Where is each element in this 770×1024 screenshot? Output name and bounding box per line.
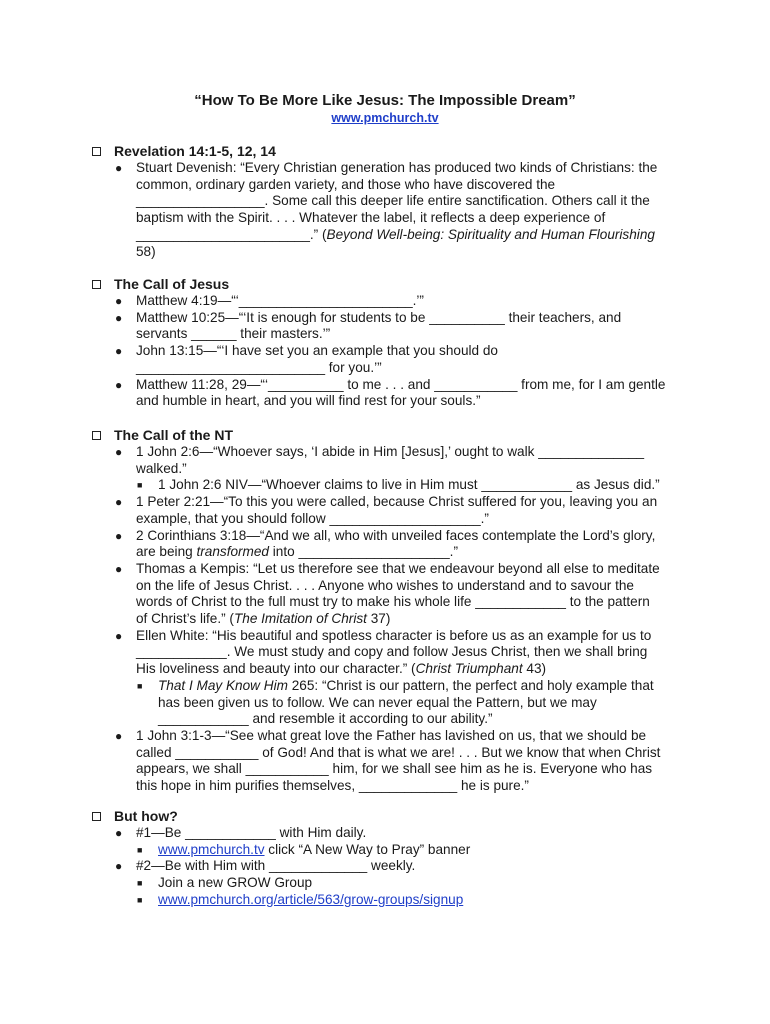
list-item-line: words of Christ to the full must try to make his whole life ____________ to the pattern	[136, 594, 650, 610]
text-run: of Christ’s life.” (	[136, 611, 234, 627]
list-item-line: 1 John 3:1-3—“See what great love the Father has lavished on us, that we should be	[136, 727, 647, 743]
text-run: 37)	[366, 611, 391, 627]
list-item-line: and humble in heart, and you will find rest for your souls.”	[136, 393, 481, 409]
website-link-wrapper	[0, 111, 770, 125]
text-run: 43)	[522, 661, 547, 677]
list-item-line: #2—Be with Him with _____________ weekly.	[136, 858, 416, 874]
text-run: 265: “Christ is our pattern, the perfect and holy example that	[287, 677, 654, 693]
list-item	[92, 528, 692, 561]
checkbox-icon	[92, 812, 101, 821]
list-item	[92, 377, 692, 410]
checkbox-icon	[92, 431, 101, 440]
list-item-line	[136, 544, 692, 561]
list-item-line: has been given us to follow. We can never equal the Pattern, but we may	[158, 694, 597, 710]
bullet-list	[92, 293, 692, 410]
text-run: His loveliness and beauty into our character.” (	[136, 661, 416, 677]
list-item-line: Thomas a Kempis: “Let us therefore see that we endeavour beyond all else to meditate	[136, 560, 660, 576]
list-item-line: #1—Be ____________ with Him daily.	[136, 825, 367, 840]
list-item-line: 1 John 2:6 NIV—“Whoever claims to live in Him must ____________ as Jesus did.”	[158, 477, 660, 493]
section-heading	[92, 276, 692, 293]
list-item-line: 58)	[136, 243, 156, 259]
list-item	[92, 444, 692, 477]
sub-list-item	[92, 892, 692, 909]
book-title: Christ Triumphant	[415, 661, 523, 677]
square-bullet-icon: ■	[137, 878, 143, 889]
list-item	[92, 293, 692, 310]
section-revelation	[92, 143, 692, 260]
pmchurch-link[interactable]: www.pmchurch.tv	[158, 841, 265, 857]
list-item	[92, 728, 692, 795]
emphasis-text: transformed	[196, 544, 269, 560]
list-item	[92, 310, 692, 343]
bullet-icon: ●	[115, 310, 123, 325]
sub-list-item	[92, 477, 692, 494]
checkbox-icon	[92, 280, 101, 289]
text-run: into ____________________.”	[269, 544, 458, 560]
list-item-line: baptism with the Spirit. . . . Whatever the label, it reflects a deep experience of	[136, 210, 606, 226]
list-item-line: 1 Peter 2:21—“To this you were called, because Christ suffered for you, leaving you an	[136, 494, 658, 510]
list-item-line: servants ______ their masters.’”	[136, 326, 331, 342]
list-item	[92, 160, 692, 260]
bullet-icon: ●	[115, 528, 123, 543]
section-heading-text: Revelation 14:1-5, 12, 14	[114, 143, 276, 159]
list-item-line: John 13:15—“‘I have set you an example that you should do	[136, 343, 498, 359]
list-item-line: _________________________ for you.’”	[136, 359, 382, 375]
bullet-icon: ●	[115, 859, 123, 874]
list-item-line: Ellen White: “His beautiful and spotless character is before us as an example for us to	[136, 627, 652, 643]
grow-groups-signup-link[interactable]: www.pmchurch.org/article/563/grow-groups/signup	[158, 891, 464, 907]
square-bullet-icon: ■	[137, 894, 143, 905]
section-heading-text: The Call of Jesus	[114, 276, 230, 292]
list-item-line: Matthew 11:28, 29—“‘__________ to me . . . and ___________ from me, for I am gentle	[136, 376, 666, 392]
bullet-icon: ●	[115, 561, 123, 576]
list-item-line	[136, 661, 692, 678]
list-item-line	[158, 842, 692, 859]
bullet-icon: ●	[115, 628, 123, 643]
section-call-of-nt	[92, 427, 692, 795]
list-item-line	[136, 227, 692, 244]
bullet-icon: ●	[115, 445, 123, 459]
list-item-line: ____________ and resemble it according to our ability.”	[158, 711, 493, 727]
list-item-line: called ___________ of God! And that is what we are! . . . But we know that when Christ	[136, 744, 661, 760]
text-run: _______________________.” (	[136, 226, 327, 242]
bullet-icon: ●	[115, 377, 123, 392]
sub-list-item	[92, 875, 692, 892]
list-item	[92, 858, 692, 875]
list-item-line: Matthew 10:25—“‘It is enough for students to be __________ their teachers, and	[136, 309, 622, 325]
list-item	[92, 628, 692, 678]
list-item	[92, 561, 692, 628]
book-title: That I May Know Him	[158, 677, 288, 693]
list-item	[92, 825, 692, 842]
list-item-line: on the life of Jesus Christ. . . . Anyone who wishes to understand and to savour the	[136, 577, 634, 593]
bullet-icon: ●	[115, 728, 123, 743]
section-heading	[92, 427, 692, 444]
website-link[interactable]: www.pmchurch.tv	[331, 111, 439, 125]
bullet-icon: ●	[115, 344, 123, 359]
bullet-icon: ●	[115, 495, 123, 510]
list-item-line: _________________. Some call this deeper life entire sanctification. Others call it the	[136, 193, 650, 209]
bullet-icon: ●	[115, 294, 123, 308]
section-heading-text: But how?	[114, 808, 178, 824]
list-item	[92, 343, 692, 376]
bullet-list	[92, 444, 692, 795]
list-item-line: common, ordinary garden variety, and those who have discovered the	[136, 176, 556, 192]
list-item-line: ____________. We must study and copy and follow Jesus Christ, then we shall bring	[136, 644, 648, 660]
list-item-line: appears, we shall ___________ him, for we shall see him as he is. Everyone who has	[136, 761, 653, 777]
bullet-list	[92, 160, 692, 260]
list-item-line: Join a new GROW Group	[158, 875, 313, 891]
sub-list-item	[92, 842, 692, 859]
list-item-line	[158, 678, 692, 695]
list-item-line: Matthew 4:19—“‘_______________________.’”	[136, 293, 424, 308]
section-but-how	[92, 808, 692, 909]
list-item-line	[136, 611, 692, 628]
section-heading	[92, 143, 692, 160]
text-run: click “A New Way to Pray” banner	[264, 841, 471, 857]
sub-list-item	[92, 678, 692, 728]
list-item-line: Stuart Devenish: “Every Christian generation has produced two kinds of Christians: the	[136, 160, 658, 175]
book-title: Beyond Well-being: Spirituality and Human Flourishing	[326, 226, 655, 242]
square-bullet-icon: ■	[137, 844, 143, 855]
section-heading-text: The Call of the NT	[114, 427, 233, 443]
list-item-line: walked.”	[136, 460, 187, 476]
text-run: are being	[136, 544, 197, 560]
bullet-icon: ●	[115, 826, 123, 840]
list-item-line: this hope in him purifies themselves, _____________ he is pure.”	[136, 778, 529, 794]
list-item-line: 2 Corinthians 3:18—“And we all, who with unveiled faces contemplate the Lord’s glory,	[136, 527, 656, 543]
section-heading	[92, 808, 692, 825]
list-item-line	[158, 892, 692, 909]
bullet-list	[92, 825, 692, 909]
square-bullet-icon: ■	[137, 480, 143, 491]
checkbox-icon	[92, 147, 101, 156]
square-bullet-icon: ■	[137, 680, 143, 691]
section-call-of-jesus	[92, 276, 692, 410]
book-title: The Imitation of Christ	[233, 611, 367, 627]
document-title: “How To Be More Like Jesus: The Impossible Dream”	[194, 92, 576, 109]
list-item	[92, 494, 692, 527]
bullet-icon: ●	[115, 161, 123, 175]
list-item-line: 1 John 2:6—“Whoever says, ‘I abide in Him [Jesus],’ ought to walk ______________	[136, 444, 645, 459]
list-item-line: example, that you should follow ____________________.”	[136, 510, 489, 526]
